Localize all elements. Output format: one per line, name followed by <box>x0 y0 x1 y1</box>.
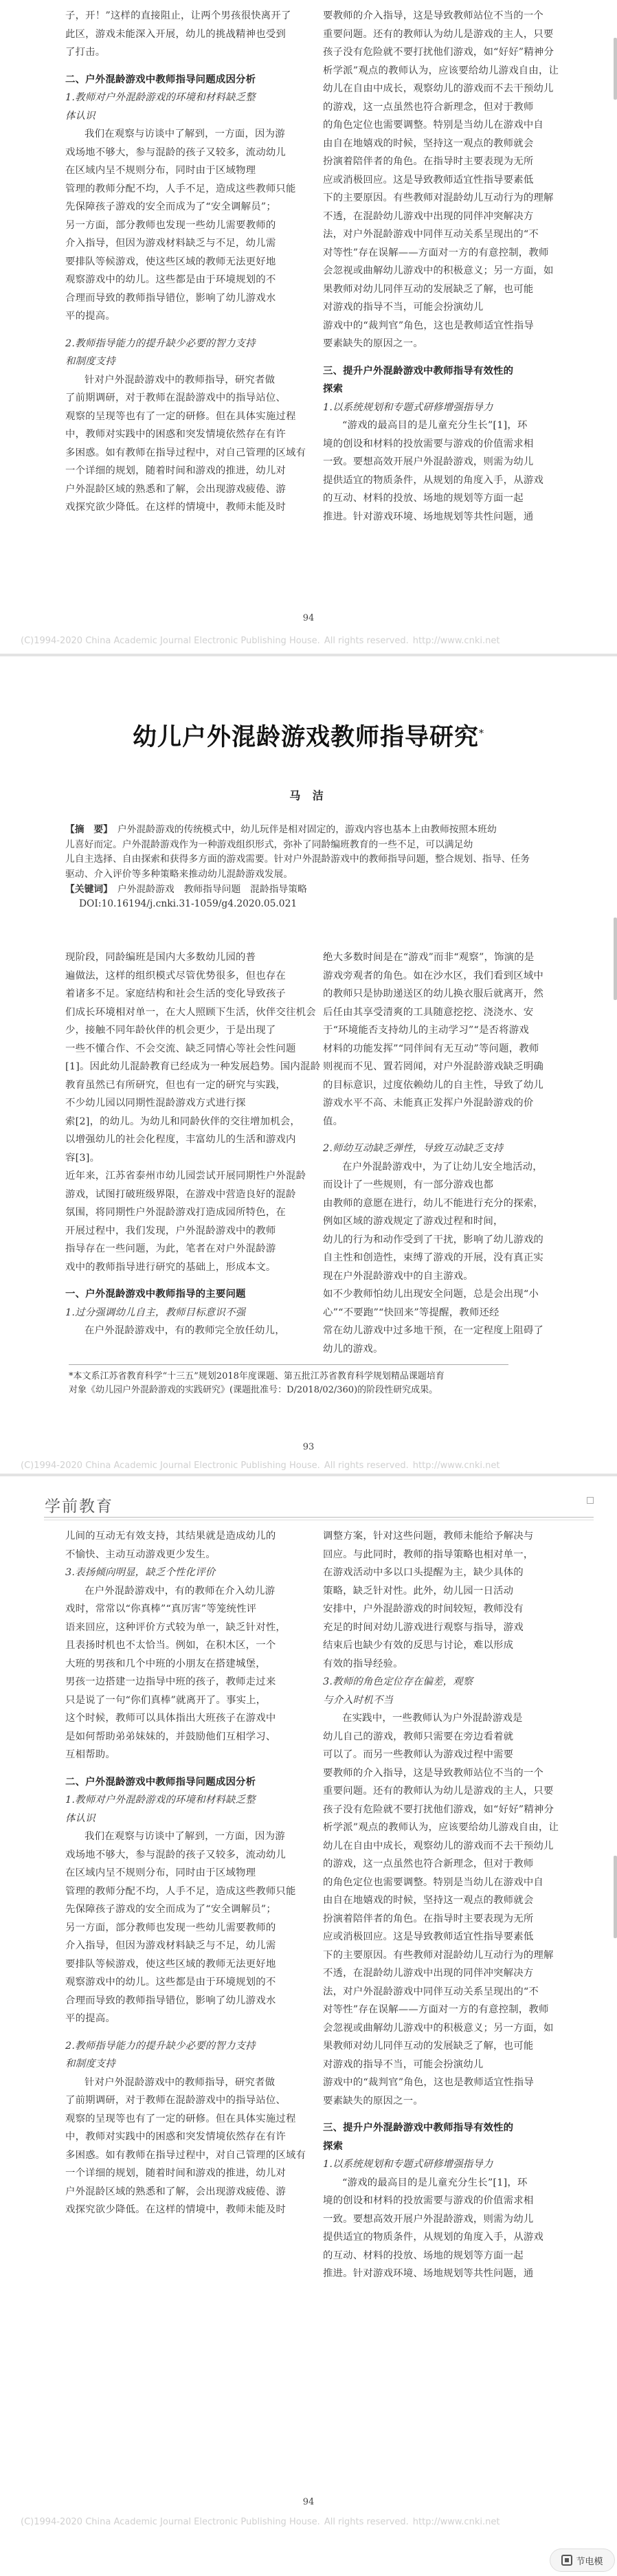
text-line: 这个时候，教师可以具体指出大班孩子在游戏中 <box>65 1713 276 1724</box>
paragraph-gap <box>65 1276 332 1285</box>
text-line: 了打击。 <box>65 47 106 58</box>
text-line: 游戏中的“裁判官”角色，这也是教师适宜性指导 <box>323 2077 534 2088</box>
text-line: 下的主要原因。有些教师对混龄幼儿互动行为的理解 <box>323 192 554 203</box>
text-line: 另一方面，部分教师也发现一些幼儿需要教师的 <box>65 219 276 231</box>
text-line: 例如区域的游戏规定了游戏过程和时间， <box>323 1216 504 1227</box>
text-line: 安排中，户外混龄游戏的时间较短，教师没有 <box>323 1603 524 1614</box>
text-line: 子，开！”这样的直接阻止，让两个男孩很快离开了 <box>65 10 291 21</box>
text-line: 于“环境能否支持幼儿的主动学习”“是否将游戏 <box>323 1025 529 1036</box>
text-line: 且表扬时机也不太恰当。例如，在积木区，一个 <box>65 1640 276 1651</box>
text-line: 对游戏的指导不当，可能会扮演幼儿 <box>323 2058 484 2070</box>
subsection-heading: 1.教师对户外混龄游戏的环境和材料缺乏整 <box>65 1795 256 1806</box>
power-saving-label: 节电模 <box>576 2556 603 2567</box>
text-line: 游戏中的“裁判官”角色，这也是教师适宜性指导 <box>323 320 534 331</box>
battery-icon <box>561 2555 572 2566</box>
left-column <box>65 1527 332 2219</box>
section-heading: 探索 <box>323 2140 344 2152</box>
text-line: 要素缺失的原因之一。 <box>323 2095 423 2107</box>
author-name: 马 洁 <box>289 789 328 802</box>
text-line: 观察的呈现等也有了一定的研修。但在具体实施过程 <box>65 410 296 422</box>
text-line: 的目标意识，过度依赖幼儿的自主性，导致了幼儿 <box>323 1079 543 1091</box>
text-line: 的游戏，这一点虽然也符合新理念，但对于教师 <box>323 101 534 113</box>
subsection-heading: 1.以系统规划和专题式研修增强指导力 <box>323 2159 493 2170</box>
text-line: 的角色定位也需要调整。特别是当幼儿在游戏中自 <box>323 120 543 131</box>
text-line: 针对户外混龄游戏中的教师指导，研究者做 <box>85 2076 276 2088</box>
text-line: 而设计了一些规则，有一部分游戏也都 <box>323 1179 494 1190</box>
text-line: 的互动、材料的投放、场地的规划等方面一起 <box>323 493 524 504</box>
text-line: 开展过程中，我们发现，户外混龄游戏中的教师 <box>65 1225 276 1236</box>
text-line: 着诸多不足。家庭结构和社会生活的变化导致孩子 <box>65 988 286 999</box>
paragraph-gap <box>323 1131 590 1140</box>
text-line: 容[3]。 <box>65 1152 100 1164</box>
text-line: 孩子没有危险就不要打扰他们游戏，如“好好”精神分 <box>323 47 554 58</box>
text-line: 儿间的互动无有效支持，其结果就是造成幼儿的 <box>65 1531 276 1542</box>
text-line: 多困惑。如有教师在指导过程中，对自己管理的区域有 <box>65 2149 306 2161</box>
abstract: 【摘 要】 户外混龄游戏的传统模式中，幼儿玩伴是相对固定的，游戏内容也基本上由教师按照本班幼 儿喜好而定。户外混龄游戏作为一种游戏组织形式，弥补了同龄编班教育的一些不足，可以满足幼 儿自主选择、自由探索和获得多方面的游戏需要。针对户外混龄游戏中的教师指导问题，整合规划、指导、任务 驱动、介入评价等多种策略来推动幼儿混龄游戏发展。 【关键词】 户外混龄游戏 教师指导问题 混龄指导策略 DOI:10.16194/j.cnki.31-1059/g4.2020.05.021 <box>65 823 560 912</box>
text-line: 绝大多数时间是在“游戏”而非“观察”，饰演的是 <box>323 952 535 963</box>
text-line: 介入指导，但因为游戏材料缺乏与不足，幼儿需 <box>65 238 276 249</box>
text-line: 语来回应，这种评价方式较为单一，缺乏针对性， <box>65 1621 286 1633</box>
scrollbar[interactable] <box>614 918 617 1000</box>
text-line: 幼儿在自由中成长，观察幼儿的游戏而不去干预幼儿 <box>323 83 554 94</box>
text-line: 的角色定位也需要调整。特别是当幼儿在游戏中自 <box>323 1876 543 1888</box>
subsection-heading: 和制度支持 <box>65 356 115 367</box>
text-line: 戏中的教师指导进行研究的基础上，形成本文。 <box>65 1261 276 1273</box>
text-line: 不少幼儿园以同期性混龄游戏方式进行探 <box>65 1098 246 1109</box>
footnote: *本文系江苏省教育科学“十三五”规划2018年度课题、第五批江苏省教育科学规划精品课题培育 对象《幼儿园户外混龄游戏的实践研究》(课题批准号：D/2018/02/360)的阶段性研究成果。 <box>69 1371 445 1395</box>
text-line: 后任由其享受清爽的工具随意挖挖、浇浇水、安 <box>323 1006 534 1018</box>
keywords-label: 【关键词】 <box>65 883 109 895</box>
text-line: 男孩一边搭建一边指导中班的孩子，教师走过来 <box>65 1676 276 1687</box>
subsection-heading: 体认识 <box>65 110 96 122</box>
text-line: 观察游戏中的幼儿。这些都是由于环境规划的不 <box>65 1977 276 1988</box>
text-line: 会忽视或曲解幼儿游戏中的积极意义；另一方面，如 <box>323 265 554 276</box>
text-line: 在户外混龄游戏中，有的教师在介入幼儿游 <box>85 1585 276 1597</box>
text-line: 下的主要原因。有些教师对混龄幼儿互动行为的理解 <box>323 1949 554 1961</box>
header-rule <box>44 1517 594 1518</box>
text-line: 管理的教师分配不均，人手不足，造成这些教师只能 <box>65 183 296 195</box>
paragraph-gap <box>323 353 590 362</box>
page-number: 94 <box>302 613 315 623</box>
text-line: 的互动、材料的投放、场地的规划等方面一起 <box>323 2250 524 2261</box>
text-line: 教育虽然已有所研究，但也有一定的研究与实践， <box>65 1079 286 1091</box>
text-line: 现阶段，同龄编班是国内大多数幼儿园的普 <box>65 952 256 963</box>
text-line: 戏场地不够大，参与混龄的孩子又较多，流动幼儿 <box>65 146 286 158</box>
text-line: 境的创设和材料的投放需要与游戏的价值需求相 <box>323 438 534 449</box>
text-line: 如不少教师怕幼儿出现安全问题，总是会出现“小 <box>323 1289 539 1300</box>
paragraph-gap <box>65 1764 332 1773</box>
text-line: 在区域内呈不规则分布，同时由于区域物理 <box>65 165 256 176</box>
keywords: 户外混龄游戏 教师指导问题 混龄指导策略 <box>117 883 307 895</box>
text-line: 由自在地嬉戏的时候，坚持这一观点的教师就会 <box>323 1895 534 1906</box>
text-line: 有效的指导经验。 <box>323 1658 403 1669</box>
text-line: 针对户外混龄游戏中的教师指导，研究者做 <box>85 374 276 386</box>
paragraph-gap <box>323 2110 590 2119</box>
text-line: 推进。针对游戏环境、场地规划等共性问题，通 <box>323 2268 534 2279</box>
abstract-label: 【摘 要】 <box>65 824 109 835</box>
text-line: 一致。要想高效开展户外混龄游戏，则需为幼儿 <box>323 2213 534 2225</box>
text-line: 少，接触不同年龄伙伴的机会更少，于是出现了 <box>65 1025 276 1036</box>
text-line: “游戏的最高目的是儿童充分生长”[1]，环 <box>342 2177 528 2188</box>
text-line: 我们在观察与访谈中了解到，一方面，因为游 <box>85 1831 285 1842</box>
text-line: 观察游戏中的幼儿。这些都是由于环境规划的不 <box>65 274 276 285</box>
text-line: 户外混龄区域的熟悉和了解，会出现游戏疲倦、游 <box>65 2186 286 2197</box>
subsection-heading: 2.师幼互动缺乏弹性，导致互动缺乏支持 <box>323 1143 504 1154</box>
corner-mark-icon <box>587 1497 594 1504</box>
paragraph-gap <box>65 2028 332 2037</box>
text-line: 观察的呈现等也有了一定的研修。但在具体实施过程 <box>65 2113 296 2124</box>
scrollbar[interactable] <box>614 1856 617 1938</box>
text-line: 要排队等候游戏，使这些区域的教师无法更好地 <box>65 1958 276 1970</box>
text-line: 境的创设和材料的投放需要与游戏的价值需求相 <box>323 2195 534 2206</box>
text-line: 平的提高。 <box>65 2013 115 2024</box>
doi: DOI:10.16194/j.cnki.31-1059/g4.2020.05.021 <box>79 898 298 910</box>
text-line: 常在幼儿游戏中过多地干预，在一定程度上阻碍了 <box>323 1325 543 1336</box>
text-line: 法，对户外混龄游戏中同伴互动关系呈现出的“不 <box>323 229 539 240</box>
text-line: 指导存在一些问题，为此，笔者在对户外混龄游 <box>65 1243 276 1254</box>
text-line: 大班的男孩和几个中班的小朋友在搭建城堡， <box>65 1658 266 1669</box>
text-line: 在户外混龄游戏中，为了让幼儿安全地活动， <box>342 1161 543 1173</box>
paragraph-gap <box>65 62 332 71</box>
text-line: 扮演着陪伴者的角色。在指导时主要表现为无所 <box>323 1913 534 1924</box>
copyright-watermark: (C)1994-2020 China Academic Journal Electronic Publishing House. All rights reserved. http://www.cnki.net <box>21 636 500 646</box>
running-head: 学前教育 <box>45 1498 113 1515</box>
text-line: 遍做法，这样的组织模式尽管优势很多，但也存在 <box>65 970 286 981</box>
text-line: 提供适宜的物质条件，从规划的角度入手，从游戏 <box>323 474 543 486</box>
text-line: 的教师只是协助递送区的幼儿换衣服后就离开，然 <box>323 988 543 999</box>
text-line: 现在户外混龄游戏中的自主游戏。 <box>323 1270 473 1282</box>
right-column <box>323 7 590 526</box>
text-line: 近年来，江苏省泰州市幼儿园尝试开展同期性户外混龄 <box>65 1170 306 1181</box>
power-saving-button[interactable] <box>550 2549 615 2572</box>
copyright-watermark: (C)1994-2020 China Academic Journal Electronic Publishing House. All rights reserved. http://www.cnki.net <box>21 1461 500 1471</box>
text-line: 互相帮助。 <box>65 1749 115 1760</box>
text-line: 索[2]，的幼儿。为幼儿和同龄伙伴的交往增加机会， <box>65 1115 300 1127</box>
section-heading: 二、户外混龄游戏中教师指导问题成因分析 <box>65 1775 256 1788</box>
text-line: 自主性和创造性，束缚了游戏的开展，没有真正实 <box>323 1252 543 1263</box>
text-line: 游戏，试图打破班级界限，在游戏中营造良好的混龄 <box>65 1188 296 1200</box>
text-line: 不透，在混龄幼儿游戏中出现的同伴冲突解决方 <box>323 210 534 222</box>
text-line: 结束后也缺少有效的反思与讨论，难以形成 <box>323 1640 514 1651</box>
paragraph-gap <box>65 326 332 335</box>
subsection-heading: 2.教师指导能力的提升缺少必要的智力支持 <box>65 337 256 349</box>
text-line: 析学派”观点的教师认为，应该要给幼儿游戏自由，让 <box>323 65 559 76</box>
text-line: 一些不懂合作、不会交流、缺乏同情心等社会性问题 <box>65 1043 296 1054</box>
text-line: 对等性”存在误解——方面对一方的有意控制，教师 <box>323 247 549 258</box>
subsection-heading: 1.教师对户外混龄游戏的环境和材料缺乏整 <box>65 92 256 103</box>
text-line: 中，教师对实践中的困惑和突发情境依然存在有许 <box>65 429 286 440</box>
page-number: 94 <box>302 2497 315 2507</box>
text-line: 重要问题。还有的教师认为幼儿是游戏的主人，只要 <box>323 1786 554 1797</box>
text-line: 应或消极回应。这是导致教师适宜性指导要素低 <box>323 174 534 186</box>
text-line: 戏探究欲少降低。在这样的情境中，教师未能及时 <box>65 502 286 513</box>
text-line: 多困惑。如有教师在指导过程中，对自己管理的区域有 <box>65 447 306 458</box>
page-93 <box>0 656 617 1476</box>
text-line: 一致。要想高效开展户外混龄游戏，则需为幼儿 <box>323 456 534 467</box>
text-line: 介入指导，但因为游戏材料缺乏与不足，幼儿需 <box>65 1940 276 1951</box>
text-line: 心”“不要跑”“快回来”等提醒，教师还经 <box>323 1307 500 1318</box>
text-line: 户外混龄区域的熟悉和了解，会出现游戏疲倦、游 <box>65 483 286 495</box>
copyright-watermark: (C)1994-2020 China Academic Journal Electronic Publishing House. All rights reserved. http://www.cnki.net <box>21 2517 500 2527</box>
text-line: 回应。与此同时，教师的指导策略也相对单一， <box>323 1548 534 1560</box>
section-heading: 三、提升户外混龄游戏中教师指导有效性的 <box>323 2122 514 2133</box>
text-line: 充足的时间对幼儿游戏进行观察与指导，游戏 <box>323 1621 524 1633</box>
text-line: “游戏的最高目的是儿童充分生长”[1]，环 <box>342 420 528 431</box>
text-line: 在户外混龄游戏中，有的教师完全放任幼儿， <box>85 1325 285 1336</box>
text-line: 不透，在混龄幼儿游戏中出现的同伴冲突解决方 <box>323 1968 534 1979</box>
text-line: 值。 <box>323 1115 344 1127</box>
text-line: 策略，缺乏针对性。此外，幼儿园一日活动 <box>323 1585 514 1597</box>
subsection-heading: 和制度支持 <box>65 2058 115 2069</box>
text-line: 果教师对幼儿同伴互动的发展缺乏了解，也可能 <box>323 283 534 295</box>
text-line: 推进。针对游戏环境、场地规划等共性问题，通 <box>323 511 534 522</box>
text-line: 要素缺失的原因之一。 <box>323 338 423 349</box>
text-line: 戏时，常常以“你真棒”“真厉害”等笼统性评 <box>65 1603 257 1614</box>
left-column <box>65 7 332 517</box>
text-line: 由教师的意愿在进行，幼儿不能进行充分的探索， <box>323 1197 543 1209</box>
text-line: 先保障孩子游戏的安全而成为了“安全调解员”； <box>65 201 276 212</box>
section-heading: 三、提升户外混龄游戏中教师指导有效性的 <box>323 364 514 377</box>
text-line: 应或消极回应。这是导致教师适宜性指导要素低 <box>323 1931 534 1942</box>
page-94-partial <box>0 0 617 656</box>
text-line: 孩子没有危险就不要打扰他们游戏，如“好好”精神分 <box>323 1803 554 1815</box>
text-line: 不愉快、主动互动游戏更少发生。 <box>65 1548 216 1560</box>
text-line: 中，教师对实践中的困惑和突发情境依然存在有许 <box>65 2131 286 2142</box>
text-line: 了前期调研，对于教师在混龄游戏中的指导站位、 <box>65 392 286 403</box>
text-line: 们成长环境相对单一，在大人照顾下生活，伙伴交往机会 <box>65 1006 316 1018</box>
text-line: 平的提高。 <box>65 311 115 322</box>
text-line: 此区，游戏未能深入开展，幼儿的挑战精神也受到 <box>65 28 286 40</box>
text-line: 可以了。而另一些教师认为游戏过程中需要 <box>323 1749 514 1760</box>
subsection-heading: 与介入时机不当 <box>323 1694 394 1706</box>
article-title: 幼儿户外混龄游戏教师指导研究* <box>132 723 484 751</box>
left-column <box>65 948 332 1340</box>
text-line: 的游戏，这一点虽然也符合新理念，但对于教师 <box>323 1858 534 1869</box>
scrollbar[interactable] <box>614 38 617 100</box>
text-line: 扮演着陪伴者的角色。在指导时主要表现为无所 <box>323 156 534 167</box>
text-line: 在实践中，一些教师认为户外混龄游戏是 <box>342 1713 523 1724</box>
text-line: 戏场地不够大，参与混龄的孩子又较多，流动幼儿 <box>65 1849 286 1861</box>
section-heading: 探索 <box>323 383 344 395</box>
text-line: [1]。因此幼儿混龄教育已经成为一种发展趋势。国内混龄 <box>65 1061 321 1072</box>
subsection-heading: 1.以系统规划和专题式研修增强指导力 <box>323 401 493 413</box>
text-line: 幼儿在自由中成长，观察幼儿的游戏而不去干预幼儿 <box>323 1840 554 1852</box>
text-line: 法，对户外混龄游戏中同伴互动关系呈现出的“不 <box>323 1986 539 1997</box>
text-line: 重要问题。还有的教师认为幼儿是游戏的主人，只要 <box>323 28 554 40</box>
text-line: 游戏旁观者的角色。如在沙水区，我们看到区域中 <box>323 970 543 981</box>
text-line: 果教师对幼儿同伴互动的发展缺乏了解，也可能 <box>323 2041 534 2052</box>
text-line: 只是说了一句“你们真棒”就离开了。事实上， <box>65 1694 267 1706</box>
text-line: 在游戏活动中多以口头提醒为主，缺少具体的 <box>323 1567 524 1578</box>
text-line: 一个详细的规划，随着时间和游戏的推进，幼儿对 <box>65 465 286 476</box>
text-line: 幼儿自己的游戏，教师只需要在旁边看着就 <box>323 1731 514 1742</box>
text-line: 由自在地嬉戏的时候，坚持这一观点的教师就会 <box>323 137 534 149</box>
text-line: 了前期调研，对于教师在混龄游戏中的指导站位、 <box>65 2095 286 2106</box>
section-heading: 一、户外混龄游戏中教师指导的主要问题 <box>65 1288 246 1300</box>
text-line: 幼儿的游戏。 <box>323 1343 383 1355</box>
text-line: 游戏水平不高、未能真正发挥户外混龄游戏的价 <box>323 1098 534 1109</box>
text-line: 会忽视或曲解幼儿游戏中的积极意义；另一方面，如 <box>323 2022 554 2034</box>
text-line: 在区域内呈不规则分布，同时由于区域物理 <box>65 1867 256 1878</box>
subsection-heading: 体认识 <box>65 1812 96 1824</box>
text-line: 我们在观察与访谈中了解到，一方面，因为游 <box>85 129 285 140</box>
text-line: 是如何帮助弟弟妹妹的，并鼓励他们互相学习、 <box>65 1731 276 1742</box>
text-line: 要排队等候游戏，使这些区域的教师无法更好地 <box>65 256 276 267</box>
right-column <box>323 1527 590 2283</box>
text-line: 先保障孩子游戏的安全而成为了“安全调解员”； <box>65 1904 276 1915</box>
text-line: 要教师的介入指导，这是导致教师站位不当的一个 <box>323 1767 543 1779</box>
text-line: 合理而导致的教师指导错位，影响了幼儿游戏水 <box>65 292 276 304</box>
text-line: 戏探究欲少降低。在这样的情境中，教师未能及时 <box>65 2204 286 2215</box>
text-line: 另一方面，部分教师也发现一些幼儿需要教师的 <box>65 1922 276 1933</box>
right-column <box>323 948 590 1358</box>
subsection-heading: 3.表扬倾向明显，缺乏个性化评价 <box>65 1567 216 1578</box>
text-line: 合理而导致的教师指导错位，影响了幼儿游戏水 <box>65 1995 276 2006</box>
text-line: 则视而不见、置若罔闻，对户外混龄游戏缺乏明确 <box>323 1061 543 1072</box>
text-line: 幼儿的行为和动作受到了干扰，影响了幼儿游戏的 <box>323 1234 543 1245</box>
section-heading: 二、户外混龄游戏中教师指导问题成因分析 <box>65 73 256 85</box>
text-line: 对游戏的指导不当，可能会扮演幼儿 <box>323 302 484 313</box>
text-line: 要教师的介入指导，这是导致教师站位不当的一个 <box>323 10 543 21</box>
text-line: 提供适宜的物质条件，从规划的角度入手，从游戏 <box>323 2232 543 2243</box>
subsection-heading: 3.教师的角色定位存在偏差，观察 <box>323 1676 473 1687</box>
text-line: 管理的教师分配不均，人手不足，造成这些教师只能 <box>65 1885 296 1897</box>
subsection-heading: 2.教师指导能力的提升缺少必要的智力支持 <box>65 2040 256 2052</box>
text-line: 以增强幼儿的社会化程度，丰富幼儿的生活和游戏内 <box>65 1134 296 1145</box>
text-line: 一个详细的规划，随着时间和游戏的推进，幼儿对 <box>65 2168 286 2179</box>
text-line: 氛围，将同期性户外混龄游戏打造成园所特色，在 <box>65 1207 286 1218</box>
text-line: 调整方案，针对这些问题，教师未能给予解决与 <box>323 1531 534 1542</box>
text-line: 对等性”存在误解——方面对一方的有意控制，教师 <box>323 2004 549 2015</box>
text-line: 材料的功能发挥”“同伴间有无互动”等问题，教师 <box>323 1043 539 1054</box>
page-number: 93 <box>302 1442 315 1452</box>
subsection-heading: 1.过分强调幼儿自主，教师目标意识不强 <box>65 1307 246 1318</box>
text-line: 析学派”观点的教师认为，应该要给幼儿游戏自由，让 <box>323 1822 559 1833</box>
footnote-divider <box>69 1364 508 1365</box>
